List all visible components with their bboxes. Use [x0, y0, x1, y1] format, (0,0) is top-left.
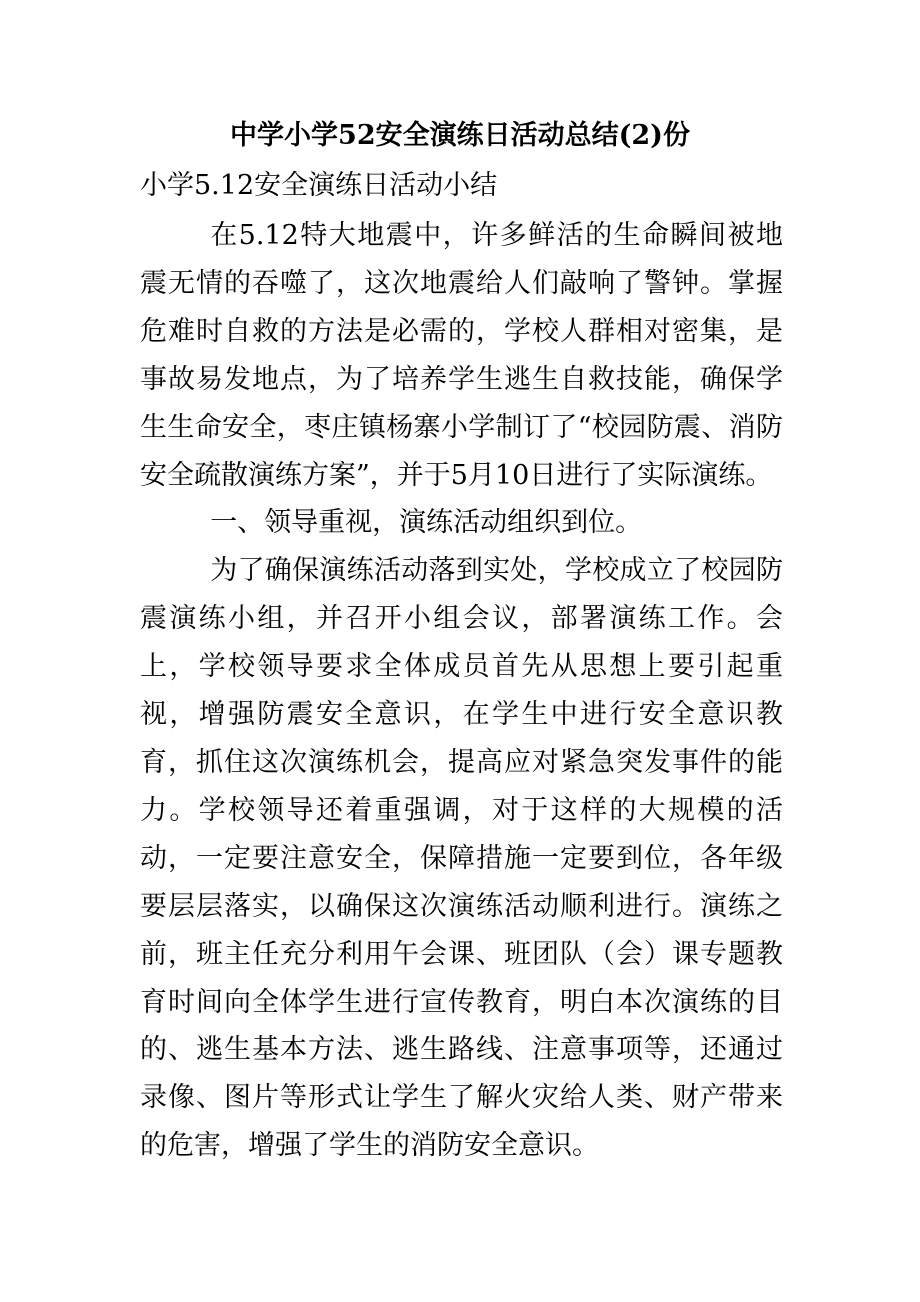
paragraph-organization: 为了确保演练活动落到实处，学校成立了校园防震演练小组，并召开小组会议，部署演练工作。会上，学校领导要求全体成员首先从思想上要引起重视，增强防震安全意识，在学生中进行安全意识教育，抓住这次演练机会，提高应对紧急突发事件的能力。学校领导还着重强调，对于这样的大规模的活动，一定要注意安全，保障措施一定要到位，各年级要层层落实，以确保这次演练活动顺利进行。演练之前，班主任充分利用午会课、班团队（会）课专题教育时间向全体学生进行宣传教育，明白本次演练的目的、逃生基本方法、逃生路线、注意事项等，还通过录像、图片等形式让学生了解火灾给人类、财产带来的危害，增强了学生的消防安全意识。 [140, 555, 783, 1162]
document-title: 中学小学52安全演练日活动总结(2)份 [230, 120, 690, 151]
paragraph-intro: 在5.12特大地震中，许多鲜活的生命瞬间被地震无情的吞噬了，这次地震给人们敲响了警钟。掌握危难时自救的方法是必需的，学校人群相对密集，是事故易发地点，为了培养学生逃生自救技能，确保学生生命安全，枣庄镇杨寨小学制订了“校园防震、消防安全疏散演练方案”，并于5月10日进行了实际演练。 [140, 220, 783, 491]
document-body [140, 212, 783, 1170]
document-subtitle: 小学5.12安全演练日活动小结 [140, 170, 498, 201]
section-heading: 一、领导重视，演练活动组织到位。 [210, 507, 643, 539]
